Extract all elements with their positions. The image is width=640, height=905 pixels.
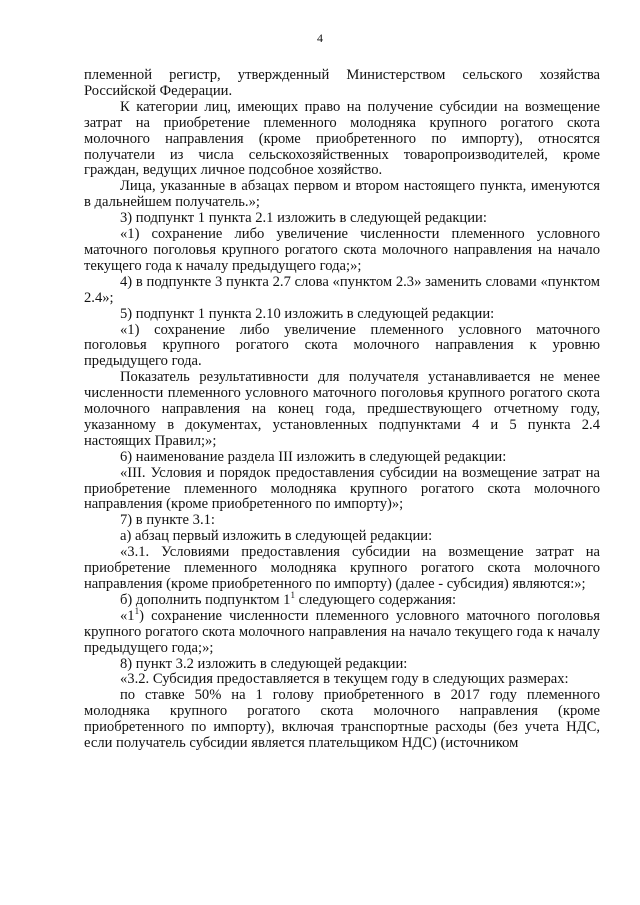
paragraph: по ставке 50% на 1 голову приобретенного в 2017 году племенного молодняка крупного рогатого скота молочного направления (кроме приобретенного по импорту), включая транспортные расходы (без учета НДС, если получатель субсидии является плательщиком НДС) (источником [84, 687, 600, 752]
superscript: 1 [290, 590, 295, 601]
paragraph: «1) сохранение либо увеличение численности племенного условного маточного поголовья крупного рогатого скота молочного направления на начало текущего года к началу предыдущего года;»; [84, 226, 600, 274]
paragraph: племенной регистр, утвержденный Министерством сельского хозяйства Российской Федерации. [84, 67, 600, 99]
text-run: б) дополнить подпунктом 1 [120, 591, 291, 608]
page-number: 4 [317, 31, 323, 45]
paragraph: Лица, указанные в абзацах первом и втором настоящего пункта, именуются в дальнейшем получатель.»; [84, 178, 600, 211]
superscript: 1 [134, 605, 140, 616]
paragraph: Показатель результативности для получателя устанавливается не менее численности племенного условного маточного поголовья крупного рогатого скота молочного направления на конец года, предшествующего отчетному году, указанному в документах, установленных подпунктами 4 и 5 пункта 2.4 настоящих Правил;»; [84, 369, 600, 449]
paragraph: 4) в подпункте 3 пункта 2.7 слова «пунктом 2.3» заменить словами «пунктом 2.4»; [84, 273, 600, 306]
paragraph [84, 590, 600, 609]
text-run: следующего содержания: [294, 591, 457, 608]
paragraph: 5) подпункт 1 пункта 2.10 изложить в следующей редакции: [120, 305, 495, 322]
paragraph: 3) подпункт 1 пункта 2.1 изложить в следующей редакции: [120, 210, 487, 227]
text-run: ) сохранение численности племенного условного маточного поголовья крупного рогатого скота молочного направления на начало текущего года к началу предыдущего года;»; [84, 607, 600, 656]
paragraph: 8) пункт 3.2 изложить в следующей редакции: [120, 655, 408, 672]
paragraph: 7) в пункте 3.1: [120, 512, 215, 529]
paragraph: К категории лиц, имеющих право на получение субсидии на возмещение затрат на приобретение племенного молодняка крупного рогатого скота молочного направления (кроме приобретенного по импорту), относятся получатели из числа сельскохозяйственных товаропроизводителей, кроме граждан, ведущих личное подсобное хозяйство. [84, 98, 600, 179]
paragraph: а) абзац первый изложить в следующей редакции: [120, 528, 433, 545]
paragraph: «3.1. Условиями предоставления субсидии на возмещение затрат на приобретение племенного молодняка крупного рогатого скота молочного направления (кроме приобретенного по импорту) (далее - субсидия) являются:»; [84, 544, 600, 592]
paragraph: «III. Условия и порядок предоставления субсидии на возмещение затрат на приобретение племенного молодняка крупного рогатого скота молочного направления (кроме приобретенного по импорту)»; [84, 464, 600, 513]
paragraph: «1) сохранение либо увеличение племенного условного маточного поголовья крупного рогатого скота молочного направления к уровню предыдущего года. [84, 321, 600, 370]
text-run: «1 [120, 607, 135, 624]
paragraph: 6) наименование раздела III изложить в следующей редакции: [120, 448, 507, 465]
document-body [84, 68, 600, 752]
paragraph [84, 605, 600, 657]
paragraph: «3.2. Субсидия предоставляется в текущем году в следующих размерах: [120, 671, 569, 688]
